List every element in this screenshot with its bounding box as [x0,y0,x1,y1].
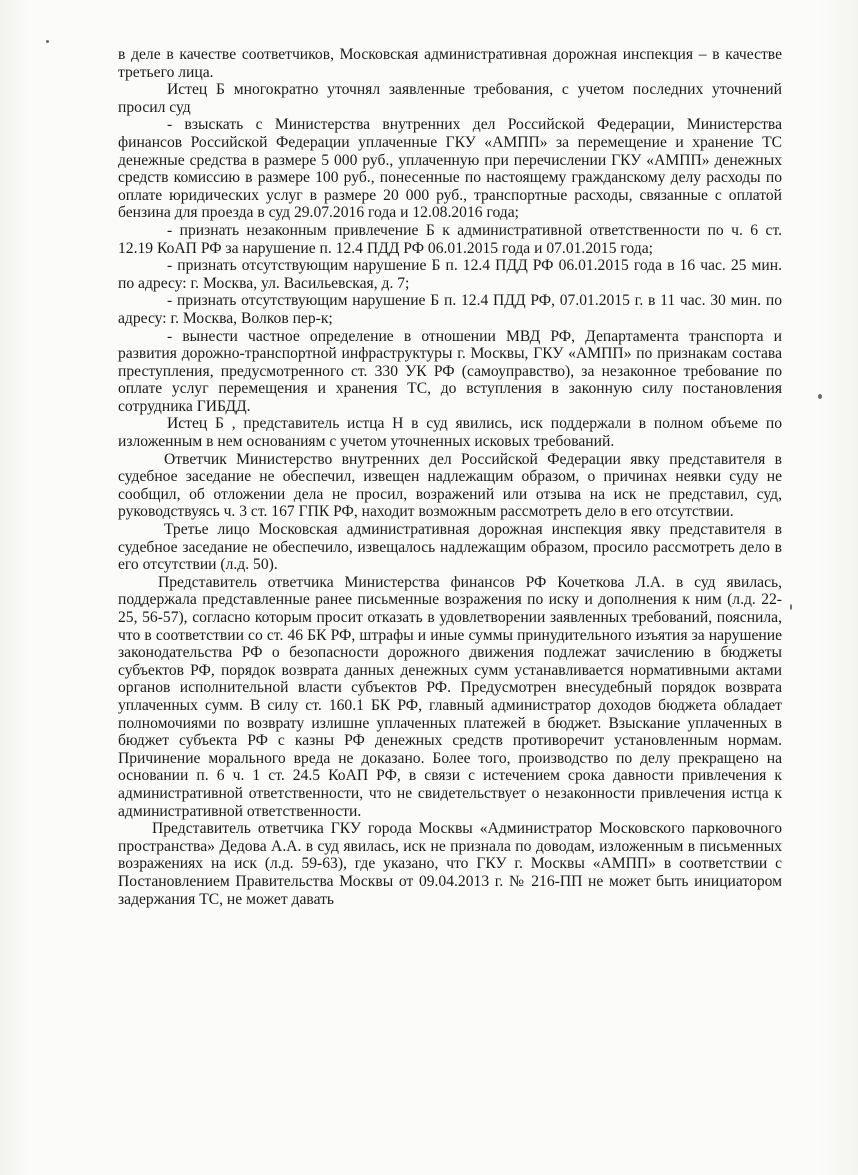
paragraph-parties: в деле в качестве соответчиков, Московская административная дорожная инспекция – в качестве третьего лица. [118,46,782,81]
claim-unlawful-liability: - признать незаконным привлечение Б к административной ответственности по ч. 6 ст. 12.19 КоАП РФ за нарушение п. 12.4 ПДД РФ 06.01.2015 года и 07.01.2015 года; [118,221,782,257]
claim-no-violation-0701: - признать отсутствующим нарушение Б п. 12.4 ПДД РФ, 07.01.2015 г. в 11 час. 30 мин. по адресу: г. Москва, Волков пер-к; [118,292,782,327]
paragraph-madi-absent: Третье лицо Московская административная дорожная инспекция явку представителя в судебное заседание не обеспечило, извещалось надлежащим образом, просило рассмотреть дело в его отсутствии (л.д. 50). [118,521,782,574]
document-body [118,46,782,908]
claim-no-violation-0601: - признать отсутствующим нарушение Б п. 12.4 ПДД РФ 06.01.2015 года в 16 час. 25 мин. по адресу: г. Москва, ул. Васильевская, д. 7; [118,257,782,292]
paragraph-mvd-absent: Ответчик Министерство внутренних дел Российской Федерации явку представителя в судебное заседание не обеспечил, извещен надлежащим образом, о причинах неявки суду не сообщил, об отложении дела не просил, возражений или отзыва на иск не представил, суд, руководствуясь ч. 3 ст. 167 ГПК РФ, находит возможным рассмотреть дело в его отсутствии. [118,450,782,521]
scan-speck [818,394,822,399]
scan-speck [46,40,49,43]
claim-recover-costs: - взыскать с Министерства внутренних дел Российской Федерации, Министерства финансов Российской Федерации уплаченные ГКУ «АМПП» за перемещение и хранение ТС денежные средства в размере 5 000 руб., уплаченную при перечислении ГКУ «АМПП» денежных средств комиссию в размере 100 руб., понесенные по настоящему гражданскому делу расходы по оплате юридических услуг в размере 20 000 руб., транспортные расходы, связанные с оплатой бензина для проезда в суд 29.07.2016 года и 12.08.2016 года; [118,116,782,222]
paragraph-ampp-position: Представитель ответчика ГКУ города Москвы «Администратор Московского парковочного пространства» Дедова А.А. в суд явилась, иск не признала по доводам, изложенным в письменных возражениях на иск (л.д. 59-63), где указано, что ГКУ г. Москвы «АМПП» в соответствии с Постановлением Правительства Москвы от 09.04.2013 г. № 216-ПП не может быть инициатором задержания ТС, не может давать [118,820,782,908]
claim-private-ruling: - вынести частное определение в отношении МВД РФ, Департамента транспорта и развития дорожно-транспортной инфраструктуры г. Москвы, ГКУ «АМПП» по признакам состава преступления, предусмотренного ст. 330 УК РФ (самоуправство), за незаконное требование по оплате услуг перемещения и хранения ТС, до вступления в законную силу постановления сотрудника ГИБДД. [118,327,782,415]
paragraph-plaintiff-claims: Истец Б многократно уточнял заявленные требования, с учетом последних уточнений просил суд [118,81,782,116]
paragraph-plaintiff-appeared: Истец Б , представитель истца Н в суд явились, иск поддержали в полном объеме по изложенным в нем основаниям с учетом уточненных исковых требований. [118,415,782,451]
paragraph-minfin-position: Представитель ответчика Министерства финансов РФ Кочеткова Л.А. в суд явилась, поддержала представленные ранее письменные возражения по иску и дополнения к ним (л.д. 22-25, 56-57), согласно которым просит отказать в удовлетворении заявленных требований, пояснила, что в соответствии со ст. 46 БК РФ, штрафы и иные суммы принудительного изъятия за нарушение законодательства РФ о безопасности дорожного движения подлежат зачислению в бюджеты субъектов РФ, порядок возврата данных денежных сумм устанавливается нормативными актами органов исполнительной власти субъектов РФ. Предусмотрен внесудебный порядок возврата уплаченных сумм. В силу ст. 160.1 БК РФ, главный администратор доходов бюджета обладает полномочиями по возврату излишне уплаченных платежей в бюджет. Взыскание уплаченных в бюджет субъекта РФ с казны РФ денежных средств противоречит установленным нормам. Причинение морального вреда не доказано. Более того, производство по делу прекращено на основании п. 6 ч. 1 ст. 24.5 КоАП РФ, в связи с истечением срока давности привлечения к административной ответственности, что не свидетельствует о незаконности привлечения истца к административной ответственности. [118,573,782,820]
scan-speck [790,604,792,610]
